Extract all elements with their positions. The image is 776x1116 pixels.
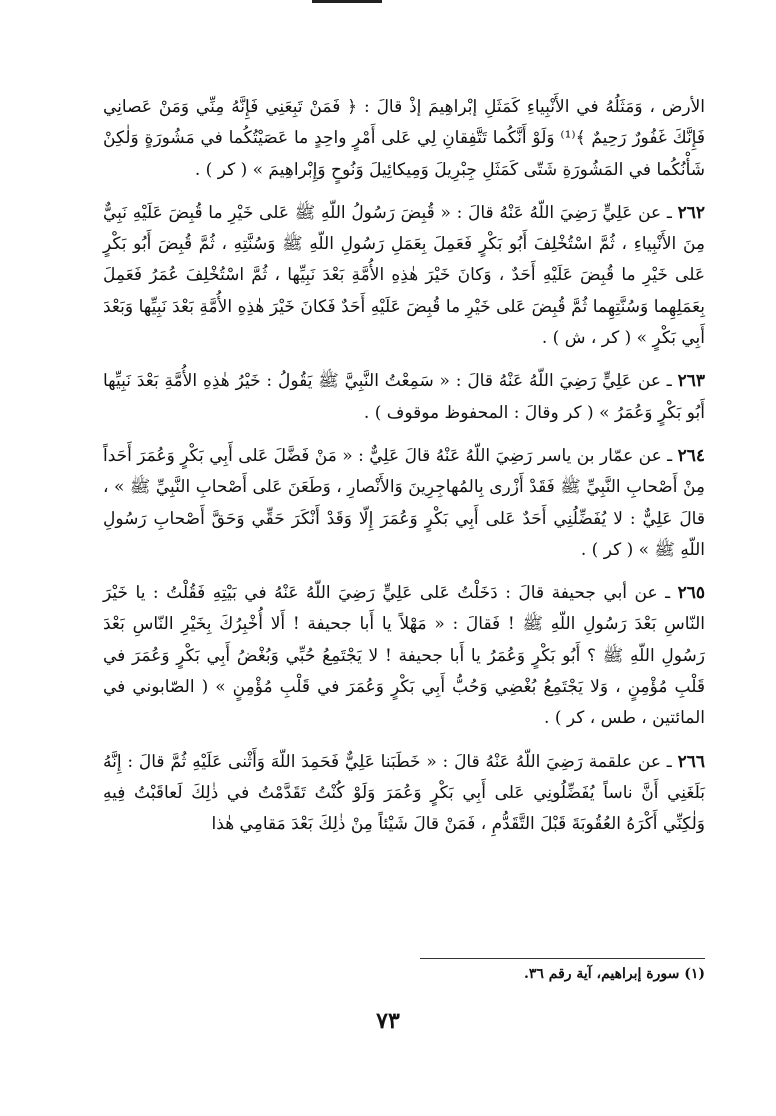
hadith-266 — [103, 747, 705, 841]
hadith-number: ٢٦٦ — [677, 751, 706, 772]
hadith-number: ٢٦٢ — [677, 202, 706, 223]
intro-text: الأرض ، وَمَثَلُهُ في الأَنْبِياءِ كَمَثَلِ إبْراهِيمَ إذْ قالَ : ﴿ فَمَنْ تَبِعَنِي فَإِنَّهُ مِنِّي وَمَنْ عَصانِي فَإِنَّكَ غَفُورٌ رَحِيمٌ ﴾⁽¹⁾ وَلَوْ أَنَّكُما تَتَّفِقانِ لِي عَلى أَمْرٍ واحِدٍ ما عَصَيْتُكُما في مَشُورَةٍ وَلٰكِنْ شَأْنُكُما في المَشُورَةِ شَتّى كَمَثَلِ جِبْرِيلَ وَمِيكائِيلَ وَنُوحٍ وَإِبْراهِيمَ » ( كر ) . — [103, 97, 705, 180]
footnote: (١) سورة إبراهيم، آية رقم ٣٦. — [523, 966, 705, 982]
hadith-text: ـ عن عَلِيٍّ رَضِيَ اللّهُ عَنْهُ قالَ : « قُبِضَ رَسُولُ اللّهِ ﷺ عَلى خَيْرِ ما قُبِضَ عَلَيْهِ نَبِيٌّ مِنَ الأَنْبِياءِ ، ثُمَّ اسْتُخْلِفَ أَبُو بَكْرٍ فَعَمِلَ بِعَمَلِ رَسُولِ اللّهِ ﷺ وَسُنَّتِهِ ، ثُمَّ قُبِضَ أَبُو بَكْرٍ عَلى خَيْرِ ما قُبِضَ عَلَيْهِ أَحَدٌ ، وَكانَ خَيْرَ هٰذِهِ الأُمَّةِ بَعْدَ نَبِيِّها ، ثُمَّ اسْتُخْلِفَ عُمَرُ فَعَمِلَ بِعَمَلِهِما وَسُنَّتِهِما ثُمَّ قُبِضَ عَلى خَيْرِ ما قُبِضَ عَلَيْهِ أَحَدٌ فَكانَ خَيْرَ هٰذِهِ الأُمَّةِ بَعْدَ نَبِيِّها وَبَعْدَ أَبِي بَكْرٍ » ( كر ، ش ) . — [103, 202, 705, 349]
hadith-265 — [103, 578, 705, 734]
hadith-number: ٢٦٤ — [677, 445, 705, 466]
page-body — [103, 92, 705, 841]
hadith-262 — [103, 198, 705, 354]
hadith-text: ـ عن عَلِيٍّ رَضِيَ اللّهُ عَنْهُ قالَ : « سَمِعْتُ النَّبِيَّ ﷺ يَقُولُ : خَيْرُ هٰذِهِ الأُمَّةِ بَعْدَ نَبِيِّها أَبُو بَكْرٍ وَعُمَرُ » ( كر وقالَ : المحفوظ موقوف ) . — [103, 371, 705, 423]
hadith-text: ـ عن علقمة رَضِيَ اللّهُ عَنْهُ قالَ : « خَطَبَنا عَلِيٌّ فَحَمِدَ اللّهَ وَأَثْنى عَلَيْهِ ثُمَّ قالَ : إِنَّهُ بَلَغَنِي أَنَّ ناساً يُفَضِّلُونِي عَلى أَبِي بَكْرٍ وَعُمَرَ وَلَوْ كُنْتُ تَقَدَّمْتُ في ذٰلِكَ لَعاقَبْتُ فِيهِ وَلٰكِنِّي أَكْرَهُ العُقُوبَةَ قَبْلَ التَّقَدُّمِ ، فَمَنْ قالَ شَيْئاً مِنْ ذٰلِكَ بَعْدَ مَقامِي هٰذا — [103, 751, 705, 835]
header-rule — [312, 0, 382, 3]
hadith-number: ٢٦٣ — [677, 371, 706, 392]
intro-paragraph — [103, 92, 705, 186]
footnote-rule — [420, 958, 705, 959]
hadith-text: ـ عن عمّار بن ياسر رَضِيَ اللّهُ عَنْهُ قالَ عَلِيٌّ : « مَنْ فَضَّلَ عَلى أَبِي بَكْرٍ وَعُمَرَ أَحَداً مِنْ أَصْحابِ النَّبِيِّ ﷺ فَقَدْ أَزْرى بِالمُهاجِرِينَ وَالأَنْصارِ ، وَطَعَنَ عَلى أَصْحابِ النَّبِيِّ ﷺ » ، قالَ عَلِيٌّ : لا يُفَضِّلُنِي أَحَدٌ عَلى أَبِي بَكْرٍ وَعُمَرَ إِلّا وَقَدْ أَنْكَرَ حَقِّي وَحَقَّ أَصْحابِ رَسُولِ اللّهِ ﷺ » ( كر ) . — [103, 445, 705, 560]
hadith-number: ٢٦٥ — [677, 583, 705, 604]
hadith-263 — [103, 366, 705, 429]
hadith-264 — [103, 441, 705, 566]
page-number: ٧٣ — [376, 1008, 400, 1034]
hadith-text: ـ عن أبي جحيفة قالَ : دَخَلْتُ عَلى عَلِيٍّ رَضِيَ اللّهُ عَنْهُ في بَيْتِهِ فَقُلْتُ : يا خَيْرَ النّاسِ بَعْدَ رَسُولِ اللّهِ ﷺ ! فَقالَ : « مَهْلاً يا أَبا جحيفة ! أَلا أُخْبِرُكَ بِخَيْرِ النّاسِ بَعْدَ رَسُولِ اللّهِ ﷺ ؟ أَبُو بَكْرٍ وَعُمَرُ يا أَبا جحيفة ! لا يَجْتَمِعُ حُبِّي وَبُغْضُ أَبِي بَكْرٍ وَعُمَرَ في قَلْبِ مُؤْمِنٍ ، وَلا يَجْتَمِعُ بُغْضِي وَحُبُّ أَبِي بَكْرٍ وَعُمَرَ في قَلْبِ مُؤْمِنٍ » ( الصّابوني في المائتين ، طس ، كر ) . — [103, 583, 705, 729]
